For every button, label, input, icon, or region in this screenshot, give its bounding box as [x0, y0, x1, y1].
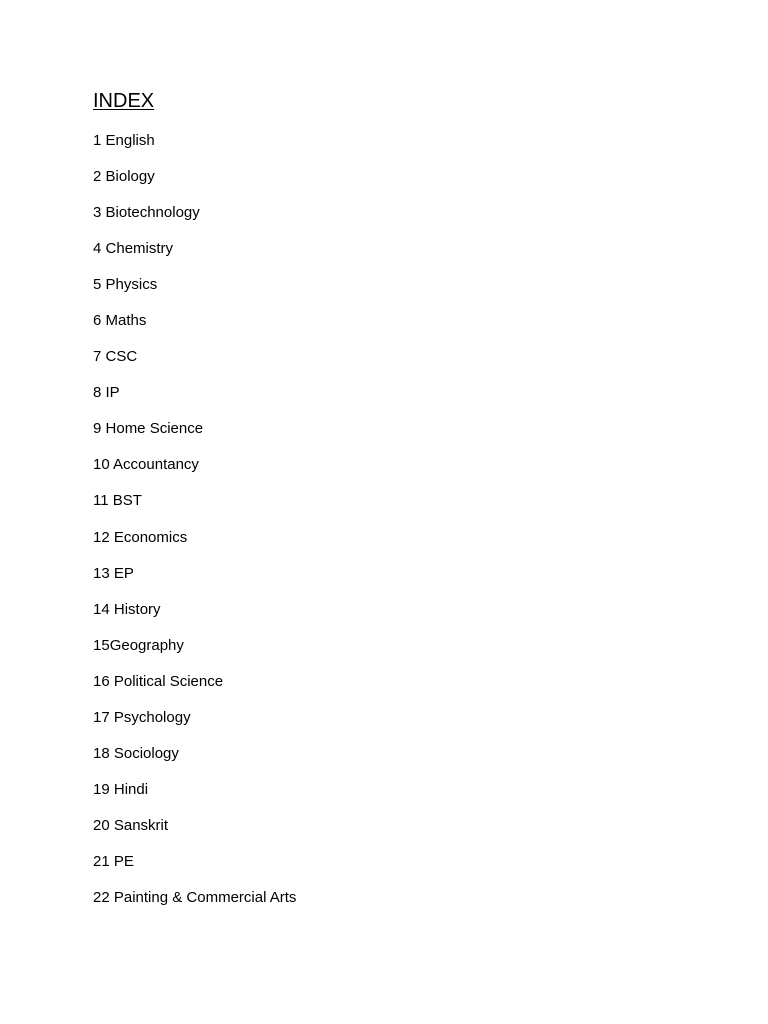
- index-item: [93, 635, 296, 671]
- index-item: [93, 779, 296, 815]
- index-item: [93, 743, 296, 779]
- item-number: 15: [93, 636, 110, 654]
- index-item: [93, 599, 296, 635]
- item-label: Sanskrit: [113, 816, 169, 834]
- item-label: Sociology: [113, 744, 179, 762]
- item-number: 17: [93, 708, 110, 726]
- item-number: 16: [93, 672, 110, 690]
- index-item: [93, 815, 296, 851]
- item-label: Geography: [109, 636, 184, 654]
- item-number: 19: [93, 780, 110, 798]
- index-item: [93, 563, 296, 599]
- item-label: CSC: [105, 348, 138, 366]
- index-title: INDEX: [93, 90, 155, 112]
- index-item: [93, 490, 296, 526]
- item-number: 13: [93, 564, 110, 582]
- index-item: [93, 707, 296, 743]
- item-label: History: [113, 600, 161, 618]
- index-item: [93, 346, 296, 382]
- index-item: [93, 418, 296, 454]
- item-number: 22: [93, 888, 110, 906]
- item-number: 18: [93, 744, 110, 762]
- index-item: [93, 130, 296, 166]
- item-number: 14: [93, 600, 110, 618]
- item-label: Maths: [105, 312, 147, 330]
- item-label: Home Science: [105, 420, 204, 438]
- item-number: 3: [93, 204, 102, 222]
- item-label: Accountancy: [113, 456, 199, 474]
- item-label: PE: [113, 852, 134, 870]
- index-item: [93, 671, 296, 707]
- index-item: [93, 274, 296, 310]
- item-label: EP: [113, 564, 134, 582]
- item-label: Economics: [113, 528, 188, 546]
- item-number: 8: [93, 384, 102, 402]
- index-item: [93, 527, 296, 563]
- item-label: Chemistry: [105, 240, 174, 258]
- item-number: 7: [93, 348, 102, 366]
- item-label: Psychology: [113, 708, 191, 726]
- index-item: [93, 454, 296, 490]
- item-label: Physics: [105, 276, 158, 294]
- item-label: English: [105, 132, 155, 149]
- index-item: [93, 382, 296, 418]
- index-item: [93, 166, 296, 202]
- item-number: 20: [93, 816, 110, 834]
- item-number: 6: [93, 312, 102, 330]
- item-label: Biology: [105, 168, 155, 186]
- item-number: 12: [93, 528, 110, 546]
- index-item: [93, 310, 296, 346]
- index-list: [93, 130, 296, 923]
- item-label: Political Science: [113, 672, 224, 690]
- item-label: BST: [112, 492, 142, 510]
- item-number: 9: [93, 420, 102, 438]
- item-number: 4: [93, 240, 102, 258]
- index-item: [93, 851, 296, 887]
- item-label: Biotechnology: [105, 204, 200, 222]
- item-label: Painting & Commercial Arts: [113, 888, 297, 906]
- item-number: 2: [93, 168, 102, 186]
- item-number: 1: [93, 132, 102, 149]
- item-label: IP: [105, 384, 120, 402]
- index-item: [93, 238, 296, 274]
- index-item: [93, 887, 296, 923]
- item-label: Hindi: [113, 780, 149, 798]
- item-number: 10: [93, 456, 110, 474]
- index-item: [93, 202, 296, 238]
- item-number: 21: [93, 852, 110, 870]
- item-number: 11: [93, 492, 109, 510]
- item-number: 5: [93, 276, 102, 294]
